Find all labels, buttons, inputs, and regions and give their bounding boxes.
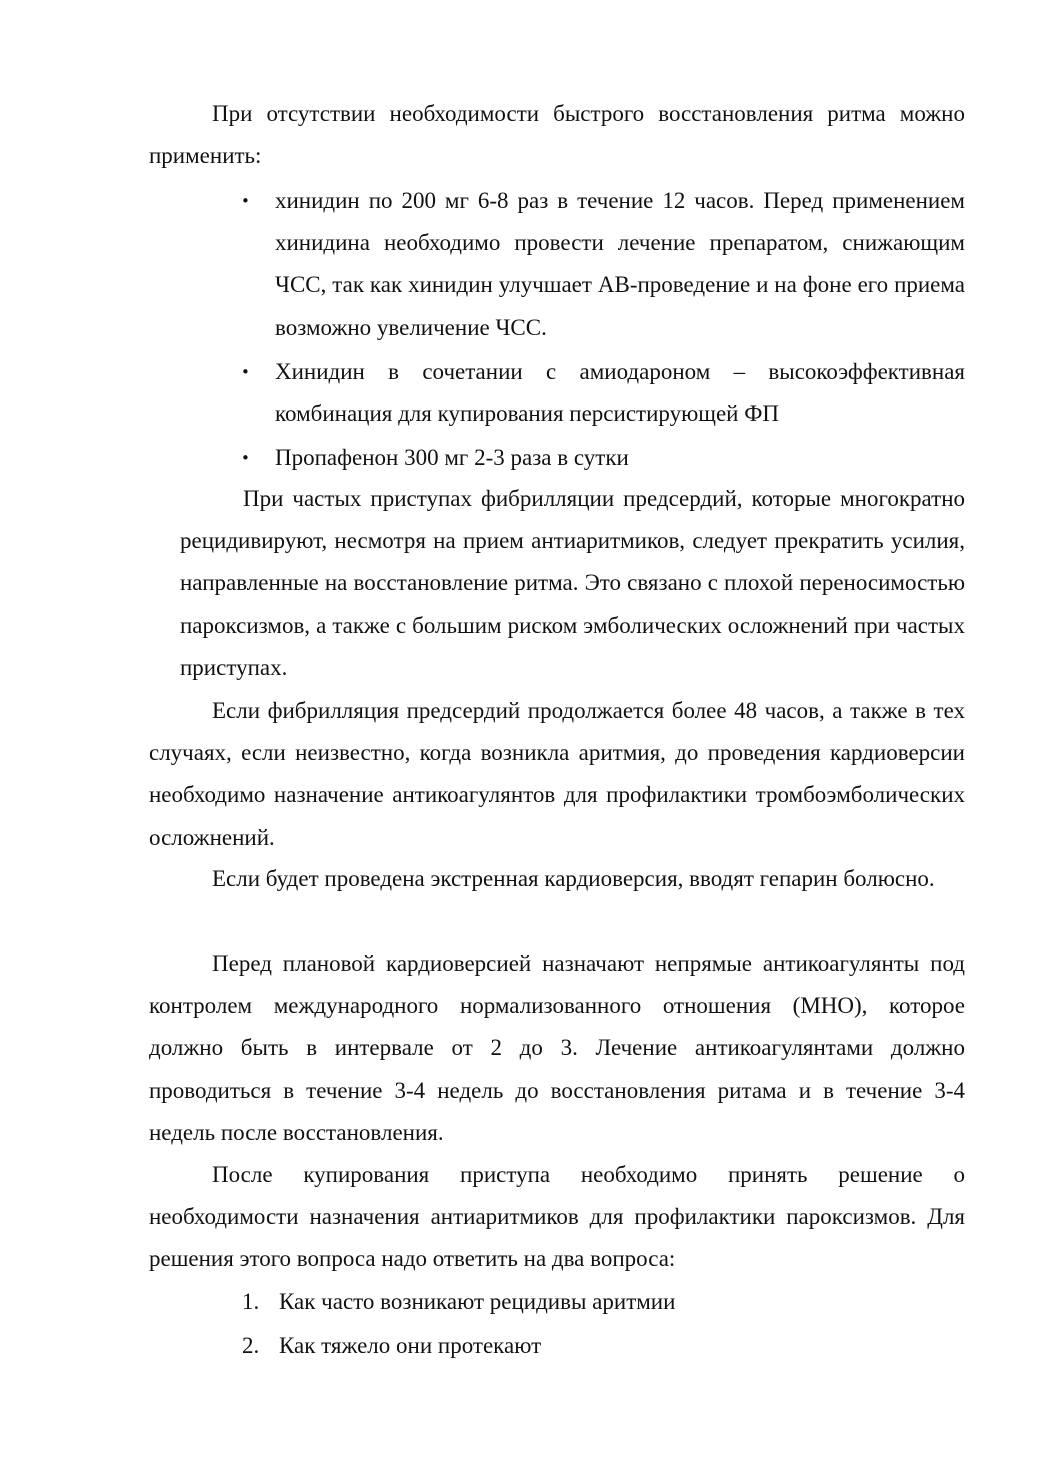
list-item-text: хинидин по 200 мг 6-8 раз в течение 12 часов. Перед применением хинидина необходимо провести лечение препаратом, снижающим ЧСС, так как хинидин улучшает АВ-проведение и на фоне его приема возможно увеличение ЧСС. xyxy=(275,188,965,340)
list-item-text: Как часто возникают рецидивы аритмии xyxy=(279,1289,676,1314)
list-item-text: Хинидин в сочетании с амиодароном – высокоэффективная комбинация для купирования персистирующей ФП xyxy=(275,358,965,427)
paragraph-planned-cardioversion: Перед плановой кардиоверсией назначают непрямые антикоагулянты под контролем международного нормализованного отношения (МНО), которое должно быть в интервале от 2 до 3. Лечение антикоагулянтами должно проводиться в течение 3-4 недель до восстановления ритама и в течение 3-4 недель после восстановления. xyxy=(149,951,965,1145)
list-item xyxy=(241,351,965,435)
list-item-text: Как тяжело они протекают xyxy=(279,1333,542,1359)
paragraph-after-attack: После купирования приступа необходимо принять решение о необходимости назначения антиаритмиков для профилактики пароксизмов. Для решения этого вопроса надо ответить на два вопроса: xyxy=(149,1162,965,1272)
list-item xyxy=(241,437,965,479)
paragraph-heparin: Если будет проведена экстренная кардиоверсия, вводят гепарин болюсно. xyxy=(212,866,935,891)
list-item xyxy=(242,1325,965,1367)
bullet-marker: • xyxy=(241,449,250,468)
paragraph-anticoagulants-48h: Если фибрилляция предсердий продолжается более 48 часов, а также в тех случаях, если неизвестно, когда возникла аритмия, до проведения кардиоверсии необходимо назначение антикоагулянтов для профилактики тромбоэмболических осложнений. xyxy=(149,698,965,850)
paragraph-frequent-attacks: При частых приступах фибрилляции предсердий, которые многократно рецидивируют, несмотря на прием антиаритмиков, следует прекратить усилия, направленные на восстановление ритма. Это связано с плохой переносимостью пароксизмов, а также с большим риском эмболических осложнений при частых приступах. xyxy=(180,486,965,680)
bullet-marker: • xyxy=(241,192,250,210)
list-item-text: Пропафенон 300 мг 2-3 раза в сутки xyxy=(275,445,629,471)
list-number: 1. xyxy=(242,1289,260,1314)
list-item xyxy=(242,1281,965,1323)
paragraph-rhythm-restoration: При отсутствии необходимости быстрого восстановления ритма можно применить: xyxy=(149,101,965,169)
numbered-list xyxy=(242,1281,965,1369)
bullet-list xyxy=(241,180,965,481)
list-item xyxy=(241,180,965,349)
bullet-marker: • xyxy=(241,362,250,381)
list-number: 2. xyxy=(242,1333,260,1359)
